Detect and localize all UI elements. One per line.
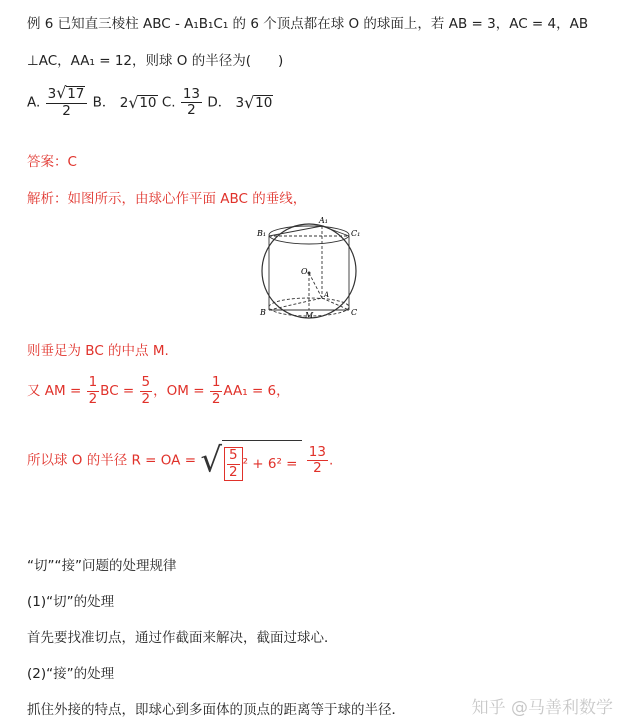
analysis-line-1: 解析：如图所示，由球心作平面 ABC 的垂线，	[27, 191, 307, 207]
watermark: 知乎 @马善利数学	[471, 698, 613, 718]
label-a1: A₁	[319, 216, 328, 225]
method-sub-1: (1)“切”的处理	[27, 594, 115, 610]
sphere-prism-figure	[254, 215, 364, 325]
analysis-line-3: 又 AM = $\frac{1}{2}$ BC = $\frac{5}{2}$ ，OM = $\frac{1}{2}$ AA₁ = 6，	[27, 374, 290, 407]
option-d-label: D．	[207, 94, 232, 111]
option-b-value: 2 √ 10	[119, 92, 157, 112]
label-b1: B₁	[257, 229, 267, 238]
label-c: C	[351, 308, 358, 317]
option-c-label: C.	[161, 94, 176, 111]
label-b: B	[260, 308, 266, 317]
label-a: A	[324, 291, 330, 299]
problem-line-1: 例 6 已知直三棱柱 ABC - A₁B₁C₁ 的 6 个顶点都在球 O 的球面上，若 AB = 3，AC = 4，AB	[27, 16, 589, 32]
method-sub-2: (2)“接”的处理	[27, 666, 115, 682]
option-c-value: $\frac{13}{2}$	[182, 85, 201, 119]
label-c1: C₁	[351, 229, 361, 238]
option-b-label: B．	[92, 94, 116, 111]
label-m: M	[305, 311, 314, 320]
answer-options	[27, 83, 273, 119]
method-title: “切”“接”问题的处理规律	[27, 558, 177, 574]
option-a-value: 3 √ 17 2	[46, 86, 88, 119]
option-d-value: 3 √ 10	[235, 92, 273, 112]
option-a-label: A.	[27, 94, 41, 111]
problem-line-2: ⊥AC，AA₁ = 12，则球 O 的半径为( )	[27, 53, 284, 69]
answer-line: 答案：C	[27, 154, 77, 170]
analysis-line-4: 所以球 O 的半径 R = OA = √ $\frac{5}{2}$ ² + 6² = $\frac{13}{2}$ .	[27, 440, 334, 481]
analysis-line-2: 则垂足为 BC 的中点 M.	[27, 343, 169, 359]
label-o: O	[301, 267, 308, 276]
method-text-1: 首先要找准切点，通过作截面来解决，截面过球心．	[27, 630, 338, 646]
method-text-2: 抓住外接的特点，即球心到多面体的顶点的距离等于球的半径．	[27, 702, 405, 718]
